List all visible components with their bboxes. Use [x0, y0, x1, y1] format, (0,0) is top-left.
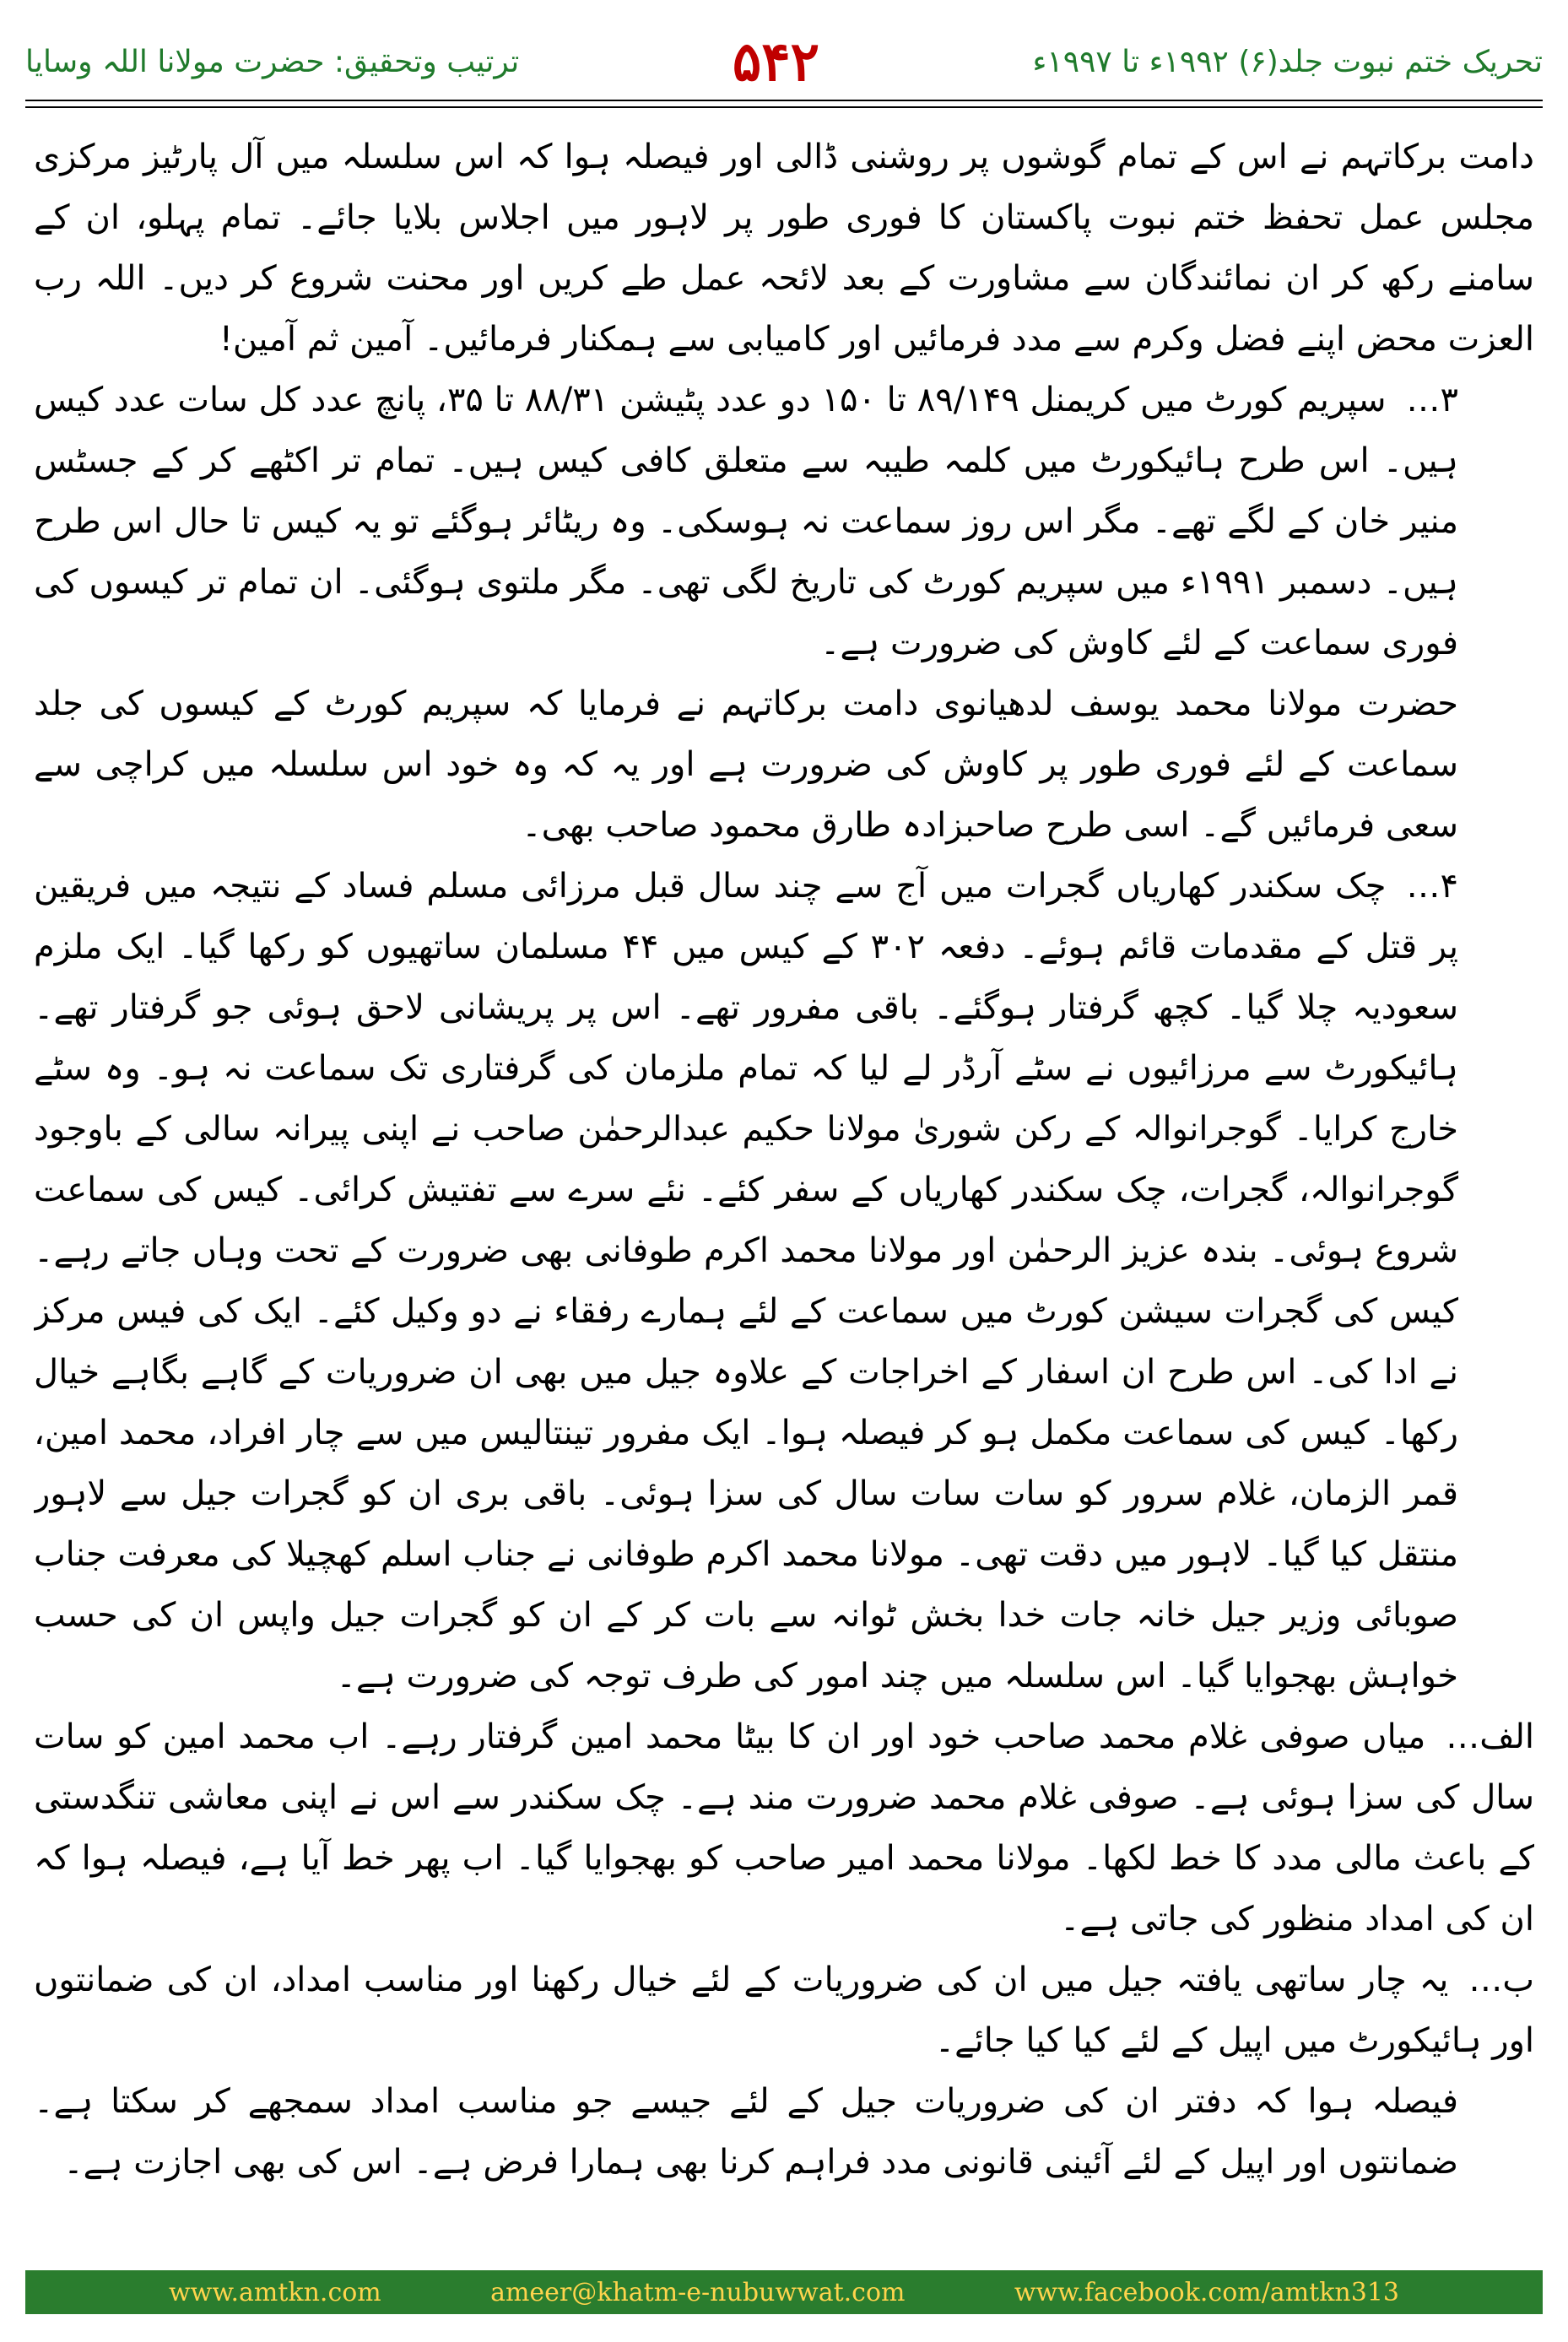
header-divider — [25, 100, 1543, 108]
paragraph-3: حضرت مولانا محمد یوسف لدھیانوی دامت برکاتہم نے فرمایا کہ سپریم کورٹ کے کیسوں کی جلد سماعت کے لئے فوری طور پر کاوش کی ضرورت ہے اور یہ کہ وہ خود اس سلسلہ میں کراچی سے سعی فرمائیں گے۔ اسی طرح صاحبزادہ طارق محمود صاحب بھی۔ — [34, 684, 1458, 845]
item-number: ب… — [1468, 1961, 1534, 1999]
page-header — [25, 24, 1543, 100]
facebook-link[interactable]: www.facebook.com/amtkn313 — [1014, 2277, 1399, 2307]
paragraph-5 — [34, 1706, 1534, 1950]
paragraph-1: دامت برکاتہم نے اس کے تمام گوشوں پر روشنی ڈالی اور فیصلہ ہوا کہ اس سلسلہ میں آل پارٹیز مرکزی مجلس عمل تحفظ ختم نبوت پاکستان کا فوری طور پر لاہور میں اجلاس بلایا جائے۔ تمام پہلو، ان کے سامنے رکھ کر ان نمائندگان سے مشاورت کے بعد لائحہ عمل طے کریں اور محنت شروع کر دیں۔ اللہ رب العزت محض اپنے فضل وکرم سے مدد فرمائیں اور کامیابی سے ہمکنار فرمائیں۔ آمین ثم آمین! — [34, 138, 1534, 359]
email-link[interactable]: ameer@khatm-e-nubuwwat.com — [490, 2277, 906, 2307]
page-footer — [25, 2270, 1543, 2314]
paragraph-2 — [34, 370, 1534, 673]
item-number: ۳… — [1406, 381, 1459, 419]
paragraph-6-text: یہ چار ساتھی یافتہ جیل میں ان کی ضروریات کے لئے خیال رکھنا اور مناسب امداد، ان کی ضمانتوں اور ہائیکورٹ میں اپیل کے لئے کیا کیا جائے۔ — [34, 1961, 1534, 2060]
website-link[interactable]: www.amtkn.com — [169, 2277, 381, 2307]
compiler-credit: ترتیب وتحقیق: حضرت مولانا اللہ وسایا — [25, 44, 520, 79]
page-number: ۵۴۲ — [732, 30, 819, 94]
item-number: الف… — [1446, 1717, 1534, 1756]
paragraph-4-text: چک سکندر کھاریاں گجرات میں آج سے چند سال قبل مرزائی مسلم فساد کے نتیجہ میں فریقین پر قتل کے مقدمات قائم ہوئے۔ دفعہ ۳۰۲ کے کیس میں ۴۴ مسلمان ساتھیوں کو رکھا گیا۔ ایک ملزم سعودیہ چلا گیا۔ کچھ گرفتار ہوگئے۔ باقی مفرور تھے۔ اس پر پریشانی لاحق ہوئی جو گرفتار تھے۔ ہائیکورٹ سے مرزائیوں نے سٹے آرڈر لے لیا کہ تمام ملزمان کی گرفتاری تک سماعت نہ ہو۔ وہ سٹے خارج کرایا۔ گوجرانوالہ کے رکن شوریٰ مولانا حکیم عبدالرحمٰن صاحب نے اپنی پیرانہ سالی کے باوجود گوجرانوالہ، گجرات، چک سکندر کھاریاں کے سفر کئے۔ نئے سرے سے تفتیش کرائی۔ کیس کی سماعت شروع ہوئی۔ بندہ عزیز الرحمٰن اور مولانا محمد اکرم طوفانی بھی ضرورت کے تحت وہاں جاتے رہے۔ کیس کی گجرات سیشن کورٹ میں سماعت کے لئے ہمارے رفقاء نے دو وکیل کئے۔ ایک کی فیس مرکز نے ادا کی۔ اس طرح ان اسفار کے اخراجات کے علاوہ جیل میں بھی ان ضروریات کے گاہے بگاہے خیال رکھا۔ کیس کی سماعت مکمل ہو کر فیصلہ ہوا۔ ایک مفرور تینتالیس میں سے چار افراد، محمد امین، قمر الزمان، غلام سرور کو سات سات سال کی سزا ہوئی۔ باقی بری ان کو گجرات جیل سے لاہور منتقل کیا گیا۔ لاہور میں دقت تھی۔ مولانا محمد اکرم طوفانی نے جناب اسلم کھچیلا کی معرفت جناب صوبائی وزیر جیل خانہ جات خدا بخش ٹوانہ سے بات کر کے ان کو گجرات جیل واپس ان کی حسب خواہش بھجوایا گیا۔ اس سلسلہ میں چند امور کی طرف توجہ کی ضرورت ہے۔ — [34, 867, 1458, 1696]
item-number: ۴… — [1406, 867, 1458, 906]
paragraph-7: فیصلہ ہوا کہ دفتر ان کی ضروریات جیل کے لئے جیسے جو مناسب امداد سمجھے کر سکتا ہے۔ ضمانتوں اور اپیل کے لئے آئینی قانونی مدد فراہم کرنا بھی ہمارا فرض ہے۔ اس کی بھی اجازت ہے۔ — [34, 2082, 1458, 2182]
paragraph-2-text: سپریم کورٹ میں کریمنل ۸۹/۱۴۹ تا ۱۵۰ دو عدد پٹیشن ۸۸/۳۱ تا ۳۵، پانچ عدد کل سات عدد کیس ہیں۔ اس طرح ہائیکورٹ میں کلمہ طیبہ سے متعلق کافی کیس ہیں۔ تمام تر اکٹھے کر کے جسٹس منیر خان کے لگے تھے۔ مگر اس روز سماعت نہ ہوسکی۔ وہ ریٹائر ہوگئے تو یہ کیس تا حال اس طرح ہیں۔ دسمبر ۱۹۹۱ء میں سپریم کورٹ کی تاریخ لگی تھی۔ مگر ملتوی ہوگئی۔ ان تمام تر کیسوں کی فوری سماعت کے لئے کاوش کی ضرورت ہے۔ — [34, 381, 1458, 663]
paragraph-4 — [34, 856, 1534, 1706]
book-title: تحریک ختم نبوت جلد(۶) ۱۹۹۲ء تا ۱۹۹۷ء — [1032, 44, 1543, 79]
paragraph-6 — [34, 1950, 1534, 2071]
paragraph-5-text: میاں صوفی غلام محمد صاحب خود اور ان کا بیٹا محمد امین گرفتار رہے۔ اب محمد امین کو سات سال کی سزا ہوئی ہے۔ صوفی غلام محمد ضرورت مند ہے۔ چک سکندر سے اس نے اپنی معاشی تنگدستی کے باعث مالی مدد کا خط لکھا۔ مولانا محمد امیر صاحب کو بھجوایا گیا۔ اب پھر خط آیا ہے، فیصلہ ہوا کہ ان کی امداد منظور کی جاتی ہے۔ — [34, 1717, 1534, 1939]
page-body — [34, 127, 1534, 2211]
